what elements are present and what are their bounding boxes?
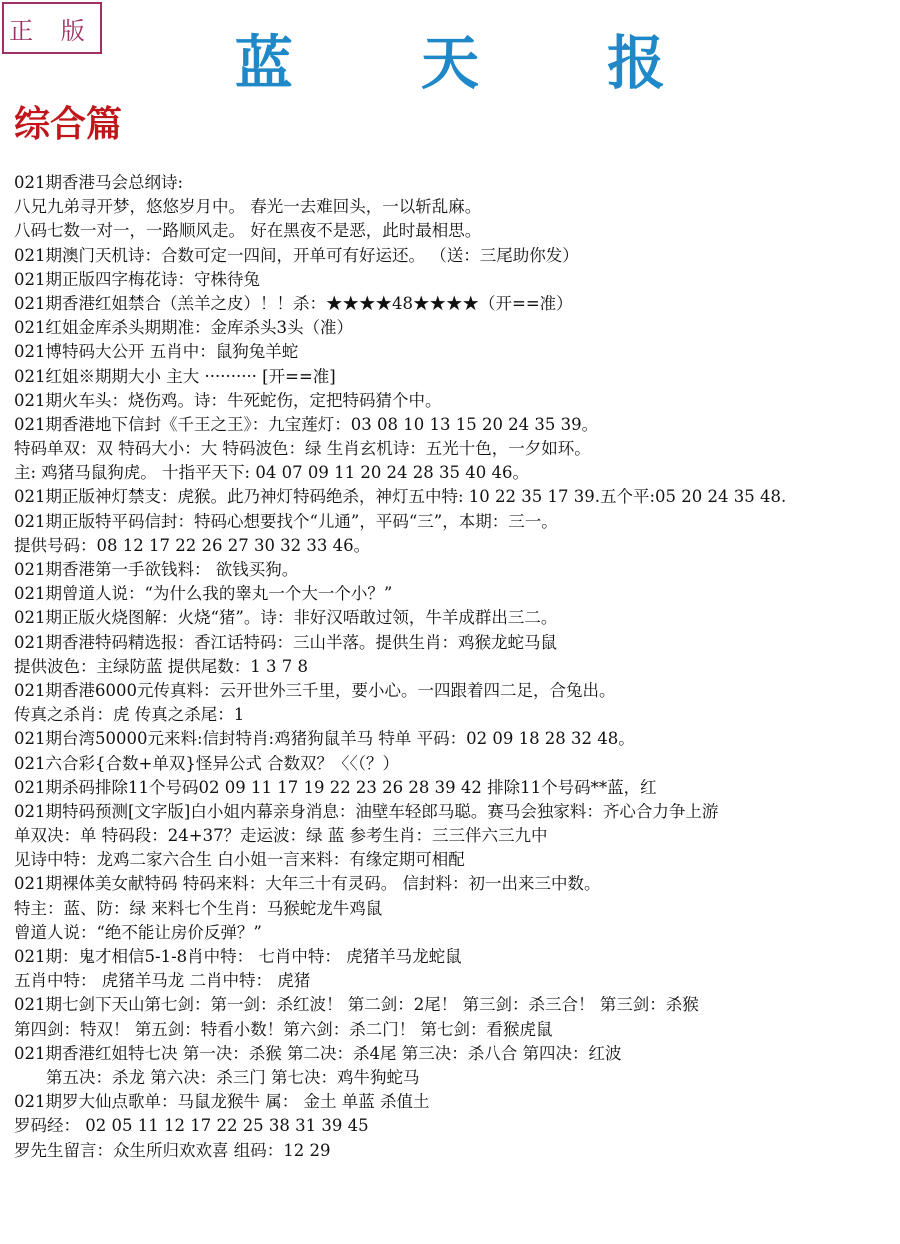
text-line: 单双决：单 特码段：24+37？走运波：绿 蓝 参考生肖：三三伴六三九中 bbox=[14, 826, 548, 846]
paper-title: 蓝 天 报 bbox=[234, 29, 720, 97]
text-line: 021期杀码排除11个号码02 09 11 17 19 22 23 26 28 39 42 排除11个号码**蓝，红 bbox=[14, 777, 657, 797]
text-line: 罗码经： 02 05 11 12 17 22 25 38 31 39 45 bbox=[14, 1116, 369, 1136]
content-lines bbox=[14, 171, 896, 1163]
text-line: 021博特码大公开 五肖中：鼠狗兔羊蛇 bbox=[14, 342, 299, 362]
text-line: 罗先生留言：众生所归欢欢喜 组码：12 29 bbox=[14, 1140, 331, 1160]
text-line: 特码单双：双 特码大小：大 特码波色：绿 生肖玄机诗：五光十色，一夕如环。 bbox=[14, 439, 591, 459]
text-line: 021期罗大仙点歌单：马鼠龙猴牛 属： 金土 单蓝 杀值土 bbox=[14, 1092, 430, 1112]
text-line: 021期香港6000元传真料：云开世外三千里，要小心。一四跟着四二足，合兔出。 bbox=[14, 680, 616, 700]
text-line: 021期香港特码精选报：香江话特码：三山半落。提供生肖：鸡猴龙蛇马鼠 bbox=[14, 632, 557, 652]
text-line: 021期香港红姐特七决 第一决：杀猴 第二决：杀4尾 第三决：杀八合 第四决：红波 bbox=[14, 1043, 622, 1063]
text-line: 021期台湾50000元来料:信封特肖:鸡猪狗鼠羊马 特单 平码：02 09 18 28 32 48。 bbox=[14, 729, 635, 749]
text-line: 021期特码预测[文字版]白小姐内幕亲身消息：油壁车轻郎马聪。赛马会独家料：齐心合力争上游 bbox=[14, 801, 719, 821]
text-line: 021期澳门天机诗：合数可定一四间，开单可有好运还。 （送：三尾助你发） bbox=[14, 245, 579, 265]
section-heading: 综合篇 bbox=[14, 103, 123, 145]
text-line: 021期正版火烧图解：火烧“猪”。诗：非好汉唔敢过领，牛羊成群出三二。 bbox=[14, 608, 558, 628]
text-line: 提供号码：08 12 17 22 26 27 30 32 33 46。 bbox=[14, 535, 371, 555]
text-line: 021红姐※期期大小 主大 ·········· [开==准] bbox=[14, 366, 336, 386]
text-line: 八码七数一对一，一路顺风走。 好在黑夜不是恶，此时最相思。 bbox=[14, 221, 482, 241]
text-line: 021期香港地下信封《千王之王》：九宝莲灯：03 08 10 13 15 20 24 35 39。 bbox=[14, 414, 599, 434]
text-line: 021期香港马会总纲诗: bbox=[14, 173, 184, 192]
text-line: 021期火车头：烧伤鸡。诗：牛死蛇伤，定把特码猜个中。 bbox=[14, 390, 442, 410]
text-line: 曾道人说：“绝不能让房价反弹？” bbox=[14, 922, 262, 942]
text-line: 五肖中特： 虎猪羊马龙 二肖中特： 虎猪 bbox=[14, 971, 311, 991]
text-line: 主: 鸡猪马鼠狗虎。 十指平天下: 04 07 09 11 20 24 28 35 40 46。 bbox=[14, 463, 530, 483]
text-line: 八兄九弟寻开梦，悠悠岁月中。 春光一去难回头，一以斩乱麻。 bbox=[14, 197, 482, 217]
text-line: 021期香港第一手欲钱料： 欲钱买狗。 bbox=[14, 560, 299, 579]
edition-badge: 正 版 bbox=[2, 2, 102, 54]
text-line: 传真之杀肖：虎 传真之杀尾：1 bbox=[14, 705, 245, 725]
text-line: 021期正版神灯禁支：虎猴。此乃神灯特码绝杀，神灯五中特: 10 22 35 17 39.五个平:05 20 24 35 48. bbox=[14, 487, 787, 507]
text-line: 021期正版四字梅花诗：守株待兔 bbox=[14, 269, 260, 289]
text-line: 021期曾道人说：“为什么我的睾丸一个大一个小？” bbox=[14, 584, 393, 604]
text-line: 021期正版特平码信封：特码心想要找个“儿通”，平码“三”，本期：三一。 bbox=[14, 511, 558, 531]
text-line: 第四剑：特双！ 第五剑：特看小数！第六剑：杀二门！ 第七剑：看猴虎鼠 bbox=[14, 1019, 553, 1039]
text-line: 021期七剑下天山第七剑：第一剑：杀红波！ 第二剑：2尾！ 第三剑：杀三合！ 第三剑：杀猴 bbox=[14, 995, 699, 1015]
text-line: 见诗中特：龙鸡二家六合生 白小姐一言来料：有缘定期可相配 bbox=[14, 850, 465, 870]
text-line: 第五决：杀龙 第六决：杀三门 第七决：鸡牛狗蛇马 bbox=[46, 1067, 420, 1087]
text-line: 提供波色：主绿防蓝 提供尾数：1 3 7 8 bbox=[14, 656, 308, 676]
text-line: 021期裸体美女献特码 特码来料：大年三十有灵码。 信封料：初一出来三中数。 bbox=[14, 874, 601, 894]
text-line: 特主：蓝、防：绿 来料七个生肖：马猴蛇龙牛鸡鼠 bbox=[14, 898, 383, 918]
text-line: 021期：鬼才相信5-1-8肖中特： 七肖中特： 虎猪羊马龙蛇鼠 bbox=[14, 947, 462, 966]
text-line: 021六合彩{合数+单双}怪异公式 合数双？〈〈（？） bbox=[14, 753, 400, 773]
text-line: 021红姐金库杀头期期准：金库杀头3头（准） bbox=[14, 318, 353, 338]
text-line: 021期香港红姐禁合（羔羊之皮）！！杀：★★★★48★★★★（开==准） bbox=[14, 293, 573, 313]
